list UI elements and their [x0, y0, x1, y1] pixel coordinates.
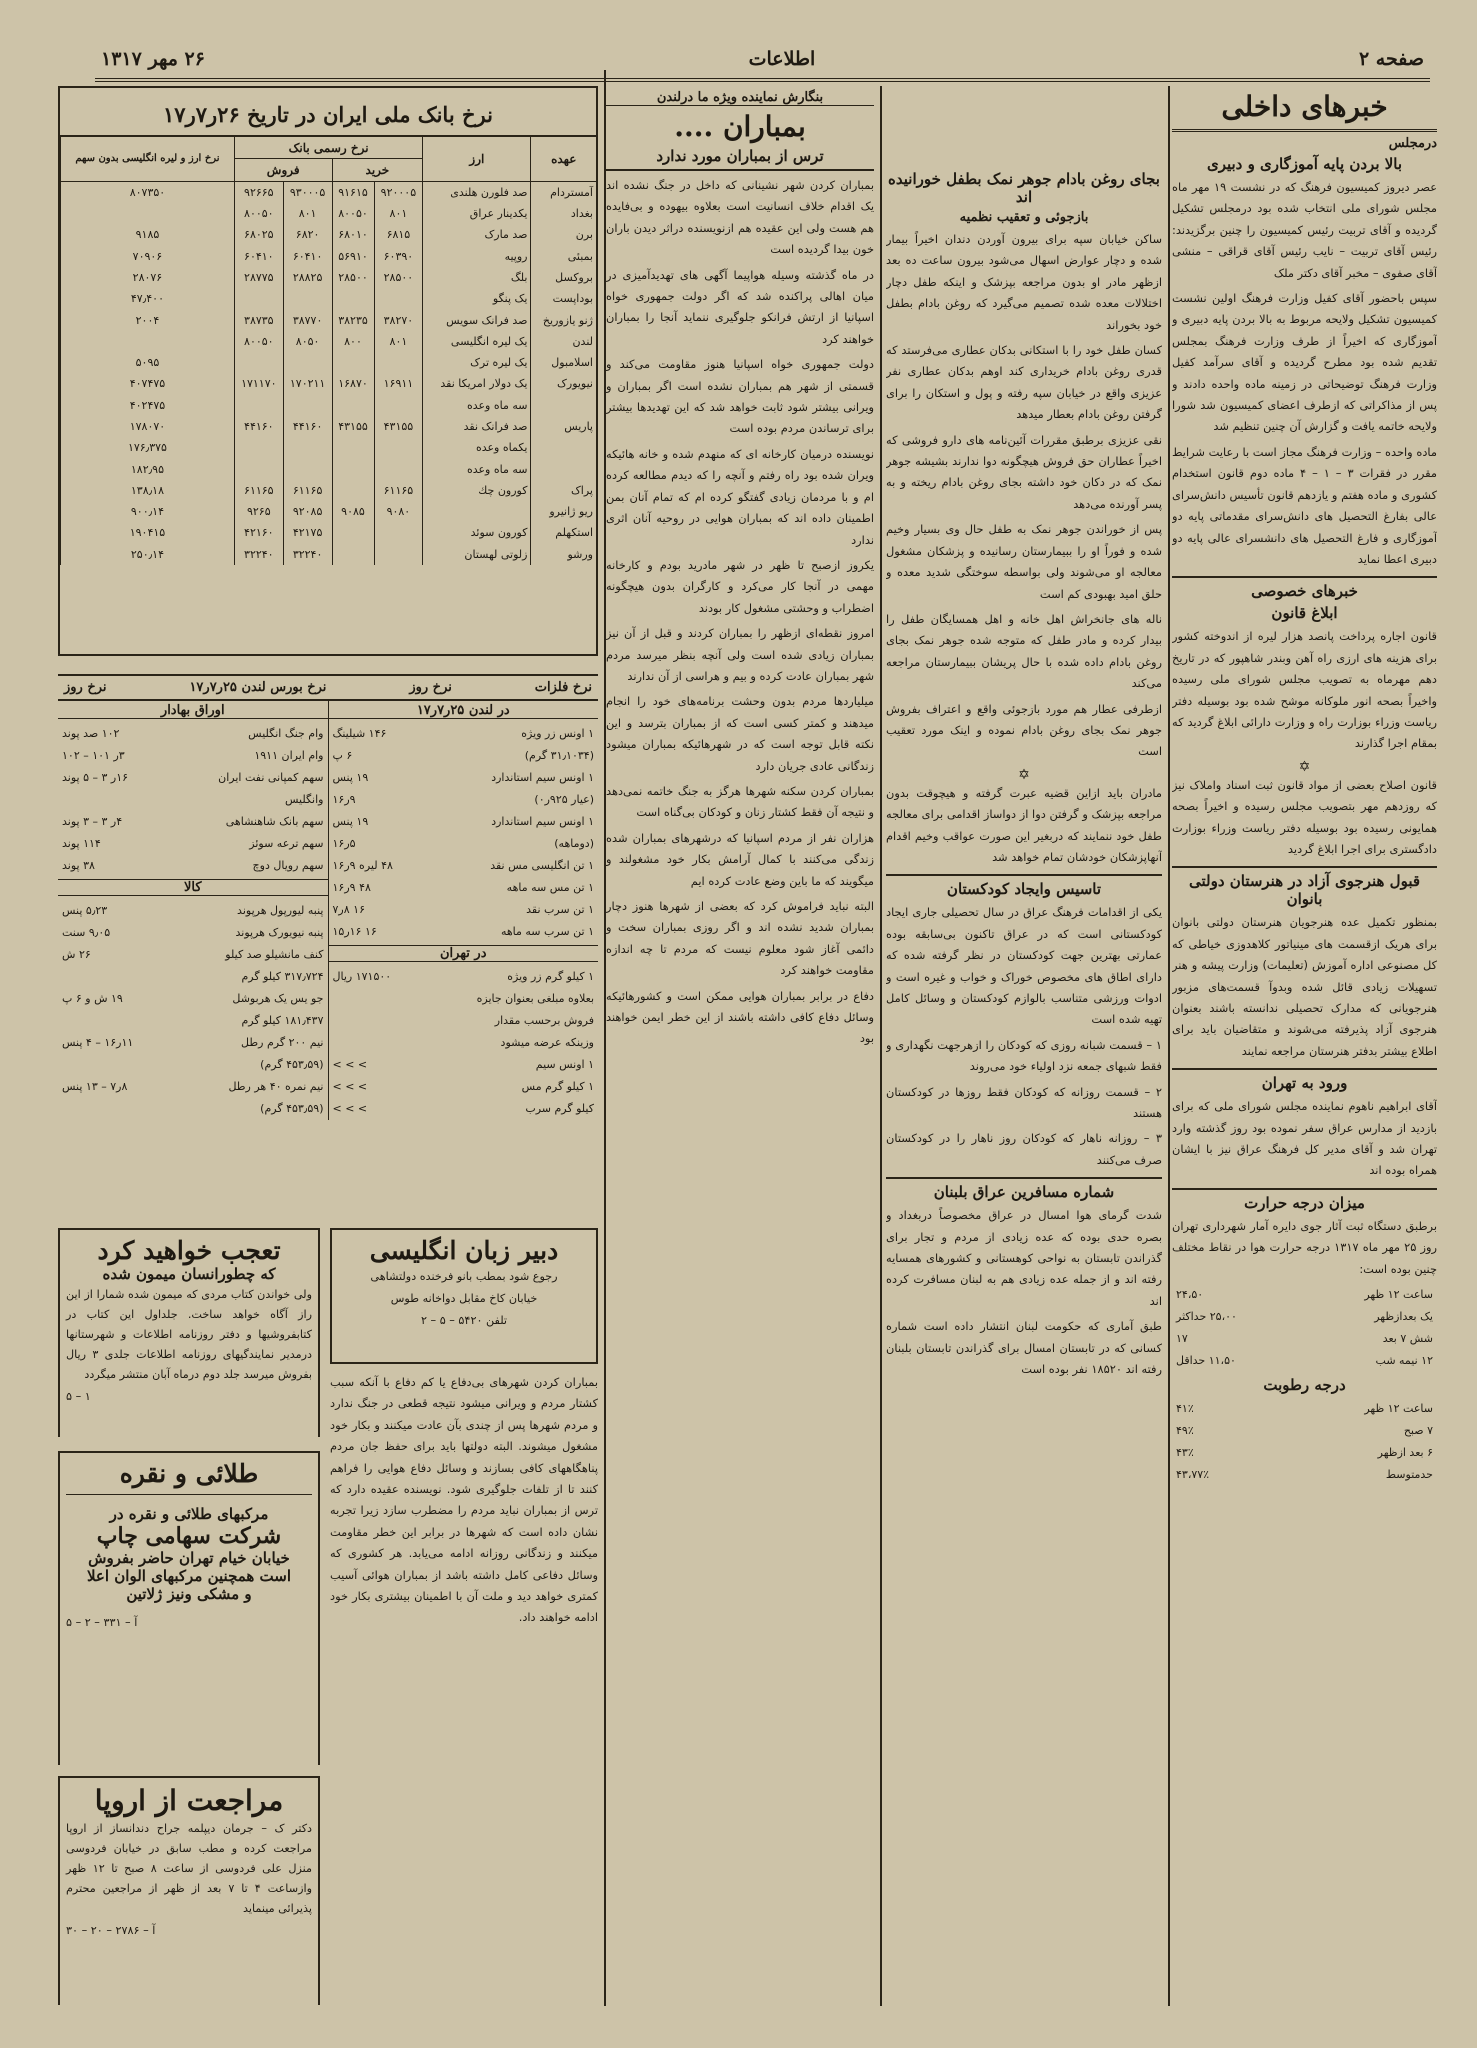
table-cell: بروکسل: [531, 267, 596, 288]
table-row: [61, 373, 597, 394]
table-cell: ۲۸۷۷۵: [234, 267, 283, 288]
table-cell: ۹۳۰۰۰۵: [283, 181, 332, 203]
list-item: (عیار ۹۲۵ر۰) ۹ر۱۶: [332, 793, 594, 806]
table-cell: ۶۱۱۶۵: [234, 480, 283, 501]
table-row: [61, 416, 597, 437]
list-item: ساعت ۱۲ ظهر ۲۴،۵۰: [1176, 1288, 1433, 1302]
article-paragraph: برطبق دستگاه ثبت آثار جوی دایره آمار شهرداری تهران روز ۲۵ مهر ماه ۱۳۱۷ درجه حرارت هوا در نقاط مختلف چنین بوده است:: [1172, 1218, 1437, 1276]
table-cell: ۱۳۸٫۱۸: [61, 480, 235, 501]
list-item: ۱ اونس سیم استاندارد ۱۹ پنس: [332, 815, 594, 828]
star-divider: ✡: [1298, 758, 1311, 775]
table-cell: [332, 458, 374, 479]
table-cell: ۷۰۹۰۶: [61, 245, 235, 266]
article-paragraph: نویسنده درمیان کارخانه ای که منهدم شده و خانه هائیکه ویران شده بود راه رفتم و آنچه را که دیدم مطالعه کرده ام و با مردمان زیادی گفتگو کرده ام که تمام آنان بمن اطمینان داده اند که بمباران هوایی در روحیه آنان اثری ندارد: [606, 446, 874, 547]
domestic-news-column: [1172, 86, 1437, 2026]
table-cell: ۱۶۹۱۱: [374, 373, 423, 394]
paper-name: اطلاعات: [748, 48, 816, 70]
masthead: [95, 40, 1430, 82]
table-row: [61, 395, 597, 416]
table-cell: پراک: [531, 480, 596, 501]
table-cell: ۹۰۸۵: [332, 501, 374, 522]
article-paragraph: البته نباید فراموش کرد که بعضی از شهرها هنوز دچار بمباران شدید نشده اند و اگر روزی بمباران سخت و دائمی آغاز شود معلوم نیست که مردم تا چه اندازه مقاومت خواهند کرد: [606, 899, 874, 978]
article-title: بمباران ....: [674, 110, 806, 143]
bombing-article-column: [606, 86, 874, 2026]
article-paragraph: قانون اجاره پرداخت پانصد هزار لیره از اندوخته کشور برای هزینه های ارزی راه آهن وبندر شاهپور که در تاریخ دهم مهرماه به تصویب مجلس شورای ملی رسیده واخیراً بصحه انور ملوکانه موشح شده بود بوسیله دفتر ریاست وزراء بوزارت راه و وزارت دارائی ابلاغ گردید که بمقام اجرا گذارند: [1172, 629, 1437, 751]
table-cell: ۹۲۶۶۵: [234, 181, 283, 203]
list-item: یک بعدازظهر ۲۵،۰۰ حداکثر: [1176, 1310, 1433, 1324]
list-item: ۱ تن انگلیسی مس نقد ۴۸ لیره ۹ر۱۶: [332, 859, 594, 872]
article-paragraph: امروز نقطه‌ای ازظهر را بمباران کردند و قبل از آن نیز بمباران زیادی شده است ولی آنچه بنظر میرسد مردم شهر بمباران عادت کرده و بیم و هراسی از آن ندارند: [606, 626, 874, 683]
table-cell: [332, 288, 374, 309]
table-cell: [61, 203, 235, 224]
reference-rate-header: نرخ ارز و ليره انگليسی بدون سهم: [61, 137, 235, 181]
sell-header: فروش: [234, 159, 332, 181]
list-item: ۳ – روزانه ناهار که کودکان روز ناهار را در کودکستان صرف می‌کنند: [886, 1131, 1162, 1167]
metals-london-tehran: در لندن ۲۵ر۷ر۱۷ ۱ اونس زر ویژه ۱۴۶ شیلینگ (۳۱٫۱۰۳۴ گرم) ۶ پ ۱ اونس سیم استاندارد ۱۹ پنس (عیار ۹۲۵ر۰) ۹ر۱۶ ۱ اونس سیم استاندارد ۱۹ پنس (دوماهه) ۵ر۱۶ ۱ تن انگلیسی مس نقد ۴۸ لیره ۹ر۱۶ ۱ تن مس سه ماهه ۴۸ ۹ر۱۶ ۱ تن سرب نقد ۱۶ ۸ر۷ ۱ تن سرب سه ماهه ۱۶ ۱۶ر۱۵ در تهران ۱ کیلو گرم زر ویژه ۱۷۱۵۰۰ ریال بعلاوه مبلغی بعنوان جایزه فروش برحسب مقدار وزینکه عرضه میشود ۱ اونس سیم > > > ۱ کیلو گرم مس > > > کیلو گرم سرب > > >: [328, 701, 599, 1120]
buy-header: خرید: [332, 159, 423, 181]
table-cell: ۸۰۷۳۵۰: [61, 181, 235, 203]
list-item: سهم رویال دوچ ۳۸ پوند: [62, 859, 324, 872]
headline: میزان درجه حرارت: [1172, 1188, 1437, 1212]
table-cell: ۳۸۲۳۵: [332, 309, 374, 330]
article-paragraph: یکی از اقدامات فرهنگ عراق در سال تحصیلی جاری ایجاد کودکستانی است که در عراق تاکنون بی‌سابقه بوده عمارتی بهترین جهت کودکستان در نظر گرفته شده که دارای اطاق های مخصوص خوراک و خواب و غیره است و ادوات ورزشی متناسب بالوازم کودکستان و وسائل کامل تهیه شده است: [886, 905, 1162, 1027]
news-column-2: [886, 86, 1162, 2026]
humidity-list: [1172, 1398, 1437, 1486]
table-cell: ۳۸۷۳۵: [234, 309, 283, 330]
table-cell: [332, 395, 374, 416]
table-cell: ۸۰۱: [374, 331, 423, 352]
list-item: ۳۱۷٫۷۲۴ کیلو گرم: [241, 970, 324, 983]
article-paragraph: ناله های جانخراش اهل خانه و اهل همسایگان طفل را بیدار کرده و مادر طفل که متوجه شده جوهر نمک بجای روغن بادام داده شده با حال پریشان ببیمارستان مراجعه می‌کند: [886, 611, 1162, 691]
table-row: [61, 224, 597, 245]
headline: ابلاغ قانون: [1271, 604, 1338, 623]
article-paragraph: کسان طفل خود را با استکانی بدکان عطاری می‌فرستد که قدری روغن بادام خریداری کند اوهم بدکان عطاری نفر عزیزی واقع در خیابان سپه رفته و پول و استکان را برای گرفتن روغن بادام بعطار میدهد: [886, 343, 1162, 422]
table-cell: [332, 437, 374, 458]
table-cell: ۶۱۱۶۵: [283, 480, 332, 501]
headline: قبول هنرجوی آزاد در هنرستان دولتی بانوان: [1172, 866, 1437, 908]
table-cell: [234, 458, 283, 479]
list-item: ساعت ۱۲ ظهر ۴۱٪: [1176, 1402, 1433, 1416]
article-paragraph: بمباران کردن سکنه شهرها هرگز به جنگ خاتمه نمی‌دهد و نتیجه آن فقط کشتار زنان و کودکان بی‌گناه است: [606, 783, 874, 820]
table-cell: ۴۲۱۶۰: [234, 522, 283, 543]
table-cell: سه ماه وعده: [423, 458, 531, 479]
table-cell: ۶۰۳۹۰: [374, 245, 423, 266]
table-cell: ۴۴۱۶۰: [234, 416, 283, 437]
article-paragraph: میلیاردها مردم بدون وحشت برنامه‌های خود را انجام میدهند و کمتر کسی است که از بمباران بترسد و این نکته قابل توجه است که در شهرهائیکه بمباران میشود زندگانی عادی جریان دارد: [606, 694, 874, 773]
headline: تاسیس وایجاد کودکستان: [886, 874, 1162, 898]
list-item: نیم نمره ۴۰ هر رطل ۸ر۷ – ۱۳ پنس: [62, 1080, 324, 1093]
table-row: [61, 544, 597, 565]
table-cell: نیویورک: [531, 373, 596, 394]
list-item: ۱ اونس سیم استاندارد ۱۹ پنس: [332, 771, 594, 784]
list-item: ۲ – قسمت روزانه که کودکان فقط روزها در کودکستان هستند: [886, 1084, 1162, 1121]
list-item: ۱ کیلو گرم مس > > >: [332, 1080, 594, 1093]
table-cell: ۶۸۰۲۵: [234, 224, 283, 245]
headline: بالا بردن پایه آموزگاری و دبیری: [1206, 155, 1403, 173]
table-cell: [234, 352, 283, 373]
table-cell: [234, 437, 283, 458]
table-cell: ۳۲۲۴۰: [283, 544, 332, 565]
list-item: ۱ اونس سیم > > >: [332, 1058, 594, 1071]
article-paragraph: شدت گرمای هوا امسال در عراق مخصوصاً دربغداد و بصره حدی بوده که عده زیادی از مردم و تجار برای گذراندن تابستان به نواحی کوهستانی و کشورهای همسایه رفته اند و از جمله عده زیادی هم به لبنان مسافرت کرده اند: [886, 1208, 1162, 1308]
table-cell: روپیه: [423, 245, 531, 266]
list-item: پنبه نیویورک هرپوند ۹٫۰۵ سنت: [62, 926, 324, 939]
table-cell: [531, 395, 596, 416]
table-cell: سه ماه وعده: [423, 395, 531, 416]
table-cell: کورون سوئد: [423, 522, 531, 543]
article-paragraph: دولت جمهوری خواه اسپانیا هنوز مقاومت می‌کند و قسمتی از شهر هم بمباران نشده است اگر بمباران و ویرانی بیشتر شود ثابت خواهد شد که این تهدیدها بیشتر برای ترساندن مردم بوده است: [606, 357, 874, 436]
list-item: وانگلیس: [285, 793, 324, 806]
table-cell: ۲۸۸۲۵: [283, 267, 332, 288]
table-cell: [283, 437, 332, 458]
table-cell: ۱۷۸۰۷۰: [61, 416, 235, 437]
article-paragraph: طبق آماری که حکومت لبنان انتشار داده است شماره کسانی که در تابستان امسال برای گذراندن تابستان بلبنان رفته اند ۱۸۵۲۰ نفر بوده است: [886, 1319, 1162, 1377]
list-item: ۱ کیلو گرم زر ویژه ۱۷۱۵۰۰ ریال: [332, 970, 594, 983]
article-paragraph: هزاران نفر از مردم اسپانیا که درشهرهای بمباران شده زندگی می‌کنند با کمال آرامش بکار خود مشغولند و میگویند که ما باین وضع عادت کرده ایم: [606, 830, 874, 888]
table-cell: ۸۰۰۵۰: [234, 331, 283, 352]
table-cell: استکهلم: [531, 522, 596, 543]
list-item: ۶ بعد ازظهر ۴۳٪: [1176, 1446, 1433, 1460]
table-cell: [531, 458, 596, 479]
table-cell: ۲۰۰۴: [61, 309, 235, 330]
table-cell: ۴۳۱۵۵: [374, 416, 423, 437]
table-cell: [423, 501, 531, 522]
headline: بجای روغن بادام جوهر نمک بطفل خورانیده اند: [888, 170, 1160, 206]
table-cell: ۵۶۹۱۰: [332, 245, 374, 266]
list-item: سهم ترعه سوئز ۱۱۴ پوند: [62, 837, 324, 850]
table-cell: ۲۸۵۰۰: [374, 267, 423, 288]
table-cell: [374, 437, 423, 458]
article-paragraph: بمباران کردن شهرهای بی‌دفاع یا کم دفاع با آنکه سبب کشتار مردم و ویرانی میشود نتیجه قطعی در جنگ ندارد و مردم شهرها پس از چندی بآن عادت میکنند و بکار خود مشغول میشوند. البته دولتها باید برای حفظ جان مردم پناهگاههای کافی بسازند و وسائل دفاع هوایی را فراهم کنند تا از تلفات جلوگیری شود. نویسنده عقیده دارد که ترس از بمباران نباید مردم را مضطرب سازد زیرا تجربه نشان داده است که شهرها در برابر این خطر مقاومت میکنند و زندگانی روزانه ادامه می‌یابد. هر کشوری که وسائل دفاعی کامل داشته باشد از بمباران هوائی آسیب کمتری خواهد دید و ملت آن با اطمینان بیشتری بکار خود ادامه خواهند داد.: [330, 1375, 598, 1625]
list-item: ۱ – قسمت شبانه روزی که کودکان را ازهرجهت نگهداری و فقط شبهای جمعه نزد اولیاء خود می‌روند: [886, 1037, 1162, 1074]
table-cell: ۴۰۷۴۷۵: [61, 373, 235, 394]
list-item: ۱ اونس زر ویژه ۱۴۶ شیلینگ: [332, 727, 594, 740]
article-paragraph: یکروز ازصبح تا ظهر در شهر مادرید بودم و کارخانه مهمی در آنجا کار می‌کرد و کارگران بدون هیچگونه اضطراب و وحشتی مشغول کار بودند: [606, 557, 874, 615]
list-item: ۱ تن سرب نقد ۱۶ ۸ر۷: [332, 903, 594, 916]
table-cell: ۱۷۰۲۱۱: [283, 373, 332, 394]
list-item: ۱۲ نیمه شب ۱۱،۵۰ حداقل: [1176, 1354, 1433, 1368]
table-row: [61, 352, 597, 373]
table-row: [61, 458, 597, 479]
table-cell: ۳۸۲۷۰: [374, 309, 423, 330]
table-cell: بوداپست: [531, 288, 596, 309]
table-cell: کورون چك: [423, 480, 531, 501]
section-label: درمجلس: [1388, 136, 1437, 151]
table-row: [61, 267, 597, 288]
table-cell: ۹۲۰۰۰۵: [374, 181, 423, 203]
article-paragraph: قانون اصلاح بعضی از مواد قانون ثبت اسناد واملاک نیز که روزدهم مهر بتصویب مجلس رسیده و اخیراً بصحه همایونی رسیده بود بوسیله دفتر ریاست وزراء بوزارت دادگستری برای اجرا ابلاغ گردید: [1172, 777, 1437, 856]
table-cell: [332, 352, 374, 373]
table-cell: یک پنگو: [423, 288, 531, 309]
bonds-goods: اوراق بهادار وام جنگ انگلیس ۱۰۲ صد پوند وام ایران ۱۹۱۱ ۳ر ۱۰۱ – ۱۰۲ سهم کمپانی نفت ایران ۱۶ر ۳ – ۵ پوند وانگلیس سهم بانک شاهنشاهی ۴ر ۳ – ۳ پوند سهم ترعه سوئز ۱۱۴ پوند سهم رویال دوچ ۳۸ پوند کالا پنبه لیورپول هرپوند ۵٫۲۳ پنس پنبه نیویورک هرپوند ۹٫۰۵ سنت کنف مانشیلو صد کیلو ۲۶ ش ۳۱۷٫۷۲۴ کیلو گرم جو یس یک هربوشل ۱۹ ش و ۶ پ ۱۸۱٫۴۳۷ کیلو گرم نیم ۲۰۰ گرم رطل ۱۱ر۱۶ – ۴ پنس (۴۵۳٫۵۹ گرم) نیم نمره ۴۰ هر رطل ۸ر۷ – ۱۳ پنس (۴۵۳٫۵۹ گرم): [58, 701, 328, 1120]
table-cell: ۴۳۱۵۵: [332, 416, 374, 437]
domestic-news-title: خبرهای داخلی: [1172, 90, 1437, 132]
table-row: [61, 309, 597, 330]
subheadline: ترس از بمباران مورد ندارد: [606, 147, 874, 171]
list-item: سهم بانک شاهنشاهی ۴ر ۳ – ۳ پوند: [62, 815, 324, 828]
table-cell: ۳۲۲۴۰: [234, 544, 283, 565]
table-cell: ۹۲۰۸۵: [283, 501, 332, 522]
table-cell: ۴۴۱۶۰: [283, 416, 332, 437]
bombing-article-continued: [330, 1372, 598, 2002]
article-paragraph: نقی عزیزی برطبق مقررات آئین‌نامه های دارو فروشی که اخیراً عطاران حق فروش هیچگونه دوا ندارند بشیشه جوهر نمک که در دکان خود داشته بجای روغن بادام ریخته و به پسر آورنده می‌دهد: [886, 432, 1162, 511]
table-cell: ۶۱۱۶۵: [374, 480, 423, 501]
table-cell: یک دولار امریکا نقد: [423, 373, 531, 394]
table-cell: صد فرانک نقد: [423, 416, 531, 437]
list-item: کیلو گرم سرب > > >: [332, 1102, 594, 1115]
list-item: (۴۵۳٫۵۹ گرم): [260, 1102, 324, 1115]
table-cell: ۱۷۶٫۳۷۵: [61, 437, 235, 458]
table-cell: ۶۰۴۱۰: [234, 245, 283, 266]
table-cell: ۹۱۸۵: [61, 224, 235, 245]
list-item: (۳۱٫۱۰۳۴ گرم) ۶ پ: [332, 749, 594, 762]
article-paragraph: مادران باید ازاین قضیه عبرت گرفته و هیچوقت بدون مراجعه بپزشک و گرفتن دوا از دواساز اقدامی برای معالجه طفل خود ننمایند که دربغیر این صورت عواقب وخیم اقدام آنهاپزشکان خودشان تمام خواهد شد: [886, 785, 1162, 864]
list-item: جو یس یک هربوشل ۱۹ ش و ۶ پ: [62, 992, 324, 1005]
table-cell: ۵۰۹۵: [61, 352, 235, 373]
list-item: بعلاوه مبلغی بعنوان جایزه: [476, 992, 594, 1005]
table-cell: بمبئی: [531, 245, 596, 266]
table-cell: [332, 480, 374, 501]
table-cell: برن: [531, 224, 596, 245]
subheadline: بازجوئی و تعقیب نظمیه: [959, 210, 1089, 225]
list-item: وام جنگ انگلیس ۱۰۲ صد پوند: [62, 727, 324, 740]
table-cell: ۶۸۱۵: [374, 224, 423, 245]
list-item: ۱ تن مس سه ماهه ۴۸ ۹ر۱۶: [332, 881, 594, 894]
article-paragraph: بمباران کردن شهر نشینانی که داخل در جنگ نشده اند یک اقدام خلاف انسانیت است بعلاوه بیهوده و بی‌فایده هم هست ولی این عقیده هم ازنویسنده دراثر دیدن باران خون بیدا گردیده است: [606, 178, 874, 257]
table-cell: ۸۰۵۰: [283, 331, 332, 352]
country-header: عهده: [531, 137, 596, 181]
table-row: [61, 245, 597, 266]
table-cell: لندن: [531, 331, 596, 352]
table-cell: بلگ: [423, 267, 531, 288]
list-item: ۱ تن سرب سه ماهه ۱۶ ۱۶ر۱۵: [332, 925, 594, 938]
table-cell: [234, 395, 283, 416]
table-cell: ۹۲۶۵: [234, 501, 283, 522]
table-row: [61, 203, 597, 224]
table-cell: ۸۰۱: [283, 203, 332, 224]
table-cell: ۱۶۸۷۰: [332, 373, 374, 394]
table-row: [61, 501, 597, 522]
table-cell: ۸۰۰: [332, 331, 374, 352]
page-number: صفحه ۲: [1358, 48, 1424, 70]
table-row: [61, 480, 597, 501]
table-cell: ریو ژانیرو: [531, 501, 596, 522]
table-row: [61, 331, 597, 352]
list-item: ۱۸۱٫۴۳۷ کیلو گرم: [241, 1014, 324, 1027]
temperature-list: [1172, 1284, 1437, 1372]
table-row: [61, 522, 597, 543]
list-item: سهم کمپانی نفت ایران ۱۶ر ۳ – ۵ پوند: [62, 771, 324, 784]
article-paragraph: عصر دیروز کمیسیون فرهنگ که در نشست ۱۹ مهر ماه مجلس شورای ملی انتخاب شده بود درمجلس تشکیل گردیده و آقای تربیت رئیس کمیسیون را چنین برگزیدند: رئیس آقای تربیت – نایب رئیس آقای قراقی – منشی آقای صفوی – مخبر آقای دکتر ملک: [1172, 180, 1437, 280]
exchange-rates-table: [60, 137, 596, 565]
list-item: پنبه لیورپول هرپوند ۵٫۲۳ پنس: [62, 904, 324, 917]
table-cell: ۲۸۵۰۰: [332, 267, 374, 288]
list-item: شش ۷ بعد ۱۷: [1176, 1332, 1433, 1346]
table-cell: ۱۹۰۴۱۵: [61, 522, 235, 543]
table-cell: ۳۸۷۷۰: [283, 309, 332, 330]
table-cell: اسلامبول: [531, 352, 596, 373]
table-cell: بغداد: [531, 203, 596, 224]
metals-bar: نرخ فلزات نرخ روز نرخ بورس لندن ۲۵ر۷ر۱۷ نرخ روز: [58, 674, 598, 701]
table-cell: ۸۰۱: [374, 203, 423, 224]
table-cell: صد فلورن هلندی: [423, 181, 531, 203]
table-cell: ۴۲۱۷۵: [283, 522, 332, 543]
table-cell: صد فرانک سویس: [423, 309, 531, 330]
bank-rates-block: [58, 86, 598, 656]
table-cell: ۹۰۰٫۱۴: [61, 501, 235, 522]
table-cell: صد مارک: [423, 224, 531, 245]
official-rate-header: نرخ رسمی بانک: [234, 137, 422, 159]
table-cell: یک لیره انگلیسی: [423, 331, 531, 352]
table-cell: ۶۸۰۱۰: [332, 224, 374, 245]
table-cell: [283, 352, 332, 373]
list-item: وزینکه عرضه میشود: [500, 1036, 594, 1049]
book-ad: تعجب خواهید کرد که چطورانسان میمون شده ولی خواندن کتاب مردی که میمون شده شمارا از این راز آگاه خواهد ساخت. جلداول این کتاب در کتابفروشیها و دفتر روزنامه اطلاعات و شهرستانها درمدیر نمایندگیهای روزنامه اطلاعات جلدی ۳ ریال بفروش میرسد جلد دوم درماه آبان منتشر میگردد ۱ – ۵: [58, 1222, 320, 1437]
list-item: حدمتوسط ۴۳،۷۷٪: [1176, 1468, 1433, 1482]
table-cell: [283, 458, 332, 479]
table-cell: ۶۸۲۰: [283, 224, 332, 245]
table-cell: پاریس: [531, 416, 596, 437]
headline: درجه رطوبت: [1263, 1376, 1346, 1395]
article-paragraph: بمنظور تکمیل عده هنرجویان هنرستان دولتی بانوان برای هریک ازقسمت های مینیاتور کلاهدوزی خیاطی که کل مصنوعی اداره آموزش (تعلیمات) وزارت پیشه و هنر تسهیلات زیادی قائل شده وبدوآ قسمت‌های مزبور هنرجویانی که مدارک تحصیلی ندانسته باشند بعنوان هنرجوی آزاد پذیرفته می‌شوند و متقاضیان باید برای اطلاع بیشتر بدفتر هنرستان مراجعه نمایند: [1172, 915, 1437, 1058]
table-cell: [332, 522, 374, 543]
table-cell: [234, 288, 283, 309]
table-cell: [374, 352, 423, 373]
table-cell: آمستردام: [531, 181, 596, 203]
table-cell: ورشو: [531, 544, 596, 565]
table-cell: [374, 522, 423, 543]
currency-header: ارز: [423, 137, 531, 181]
table-cell: ۲۸۰۷۶: [61, 267, 235, 288]
metals-block: [58, 666, 598, 1221]
table-cell: [374, 458, 423, 479]
table-cell: ۸۰۰۵۰: [234, 203, 283, 224]
article-paragraph: دفاع در برابر بمباران هوایی ممکن است و کشورهائیکه وسائل دفاع کافی داشته باشند از این خطر ایمن خواهند بود: [606, 988, 874, 1046]
table-cell: ۴۰۲۴۷۵: [61, 395, 235, 416]
list-item: ۷ صبح ۴۹٪: [1176, 1424, 1433, 1438]
table-cell: ۴۷٫۴۰۰: [61, 288, 235, 309]
table-cell: [374, 288, 423, 309]
table-cell: ژنو یازوریخ: [531, 309, 596, 330]
table-cell: یک لیره ترک: [423, 352, 531, 373]
star-divider: ✡: [1018, 766, 1030, 783]
table-cell: [61, 331, 235, 352]
issue-date: ۲۶ مهر ۱۳۱۷: [101, 48, 205, 70]
table-cell: [374, 544, 423, 565]
headline: ورود به تهران: [1172, 1068, 1437, 1092]
gold-ink-ad: طلائی و نقره مرکبهای طلائی و نقره در شرکت سهامی چاپ خیابان خیام تهران حاضر بفروش است همچنین مرکبهای الوان اعلا و مشکی ونیز ژلاتین آ – ۳۳۱ – ۲ – ۵: [58, 1445, 320, 1765]
bank-rates-title: نرخ بانک ملی ایران در تاریخ ۲۶ر۷ر۱۷: [60, 88, 596, 137]
table-cell: [531, 437, 596, 458]
table-cell: ۱۷۱۱۷۰: [234, 373, 283, 394]
list-item: فروش برحسب مقدار: [494, 1014, 594, 1027]
table-row: [61, 181, 597, 203]
table-cell: ۶۰۴۱۰: [283, 245, 332, 266]
list-item: (دوماهه) ۵ر۱۶: [332, 837, 594, 850]
article-paragraph: در ماه گذشته وسیله هواپیما آگهی های تهدیدآمیزی در میان اهالی پراکنده شد که اگر دولت جمهوری خواه اسپانیا از ارتش فرانکو جلوگیری ننماید آنجا را بمباران خواهند کرد: [606, 267, 874, 346]
article-paragraph: ساکن خیابان سپه برای بیرون آوردن دندان اخیراً بیمار شده و دچار عوارض اسهال می‌شود بیرون ساعت ده بعد ازظهر مادر او بدون مراجعه بپزشک و اینکه طفل دچار اختلالات معده شده تصمیم می‌گیرد که روغن بادام بطفل خود بخوراند: [886, 232, 1162, 332]
table-cell: ۹۰۸۰: [374, 501, 423, 522]
article-paragraph: ماده واحده – وزارت فرهنگ مجاز است با رعایت شرایط مقرر در فقرات ۳ – ۱ – ۴ ماده دوم قانون استخدام کشوری و ماده هفتم و یازدهم قانون تأسیس دانش‌سرای عالی بفارغ التحصیل های دانش‌سرای مقدماتی پایه دو آموزگاری و فارغ التحصیل های دانشسرای عالی پایه دو دبیری اعطا نماید: [1172, 444, 1437, 566]
table-cell: یکماه وعده: [423, 437, 531, 458]
table-cell: [283, 288, 332, 309]
table-cell: [332, 544, 374, 565]
article-paragraph: آقای ابراهیم ناهوم نماینده مجلس شورای ملی که برای بازدید از مدارس عراق سفر نموده بود روز گذشته وارد تهران شد و آقای مدیر کل فرهنگ عراق نیز با ایشان همراه بوده اند: [1172, 1099, 1437, 1178]
byline: بنگارش نماینده ویژه ما درلندن: [606, 90, 874, 106]
list-item: (۴۵۳٫۵۹ گرم): [260, 1058, 324, 1071]
table-cell: ۹۱۶۱۵: [332, 181, 374, 203]
table-row: [61, 437, 597, 458]
article-paragraph: سپس باحضور آقای کفیل وزارت فرهنگ اولین نشست کمیسیون تشکیل ولایحه مربوط به بالا بردن پایه دبیری و آموزگاری که اخیراً از طرف وزارت فرهنگ بمجلس تقدیم شده بود مطرح گردیده و آقای سرآمد کفیل وزارت فرهنگ توضیحاتی در زمینه ماده واحده دادند و پس از مذاکراتی که ازطرف اعضای کمیسیون شد شورا ولایحه خاتمه یافت و گزارش آن چنین تنظیم شد: [1172, 291, 1437, 434]
table-cell: [374, 395, 423, 416]
list-item: نیم ۲۰۰ گرم رطل ۱۱ر۱۶ – ۴ پنس: [62, 1036, 324, 1049]
table-cell: یکدینار عراق: [423, 203, 531, 224]
article-paragraph: ازطرفی عطار هم مورد بازجوئی واقع و اعتراف بفروش جوهر نمک بجای روغن بادام نموده و اینک مورد تعقیب است: [886, 701, 1162, 759]
article-paragraph: پس از خوراندن جوهر نمک به طفل حال وی بسیار وخیم شده و فوراً او را ببیمارستان رسانیده و پزشکان مشغول معالجه او می‌شوند ولی بواسطه سوختگی شدید معده و حلق امید بهبودی کم است: [886, 522, 1162, 601]
headline: شماره مسافرین عراق بلبنان: [886, 1177, 1162, 1201]
section-label: خبرهای خصوصی: [1172, 576, 1437, 600]
table-cell: ۲۵۰٫۱۴: [61, 544, 235, 565]
europe-return-ad: مراجعت از اروپا دکتر ک – جرمان دیپلمه جراح دندانساز از اروپا مراجعت کرده و مطب سابق در خیابان فردوسی منزل علی فردوسی از ساعت ۸ صبح تا ۱۲ ظهر وازساعت ۴ تا ۷ بعد از ظهر از مراجعین محترم پذیرائی مینماید آ – ۲۷۸۶ – ۲۰ – ۳۰: [58, 1770, 320, 2005]
table-cell: ۸۰۰۵۰: [332, 203, 374, 224]
english-teacher-ad: دبیر زبان انگلیسی رجوع شود بمطب بانو فرخنده دولتشاهی خیابان کاخ مقابل دواخانه طوس تلفن ۵۴۲۰ – ۵ – ۲: [330, 1222, 598, 1367]
table-row: [61, 288, 597, 309]
list-item: وام ایران ۱۹۱۱ ۳ر ۱۰۱ – ۱۰۲: [62, 749, 324, 762]
table-cell: زلوتی لهستان: [423, 544, 531, 565]
table-cell: [283, 395, 332, 416]
list-item: کنف مانشیلو صد کیلو ۲۶ ش: [62, 948, 324, 961]
table-cell: ۱۸۲٫۹۵: [61, 458, 235, 479]
